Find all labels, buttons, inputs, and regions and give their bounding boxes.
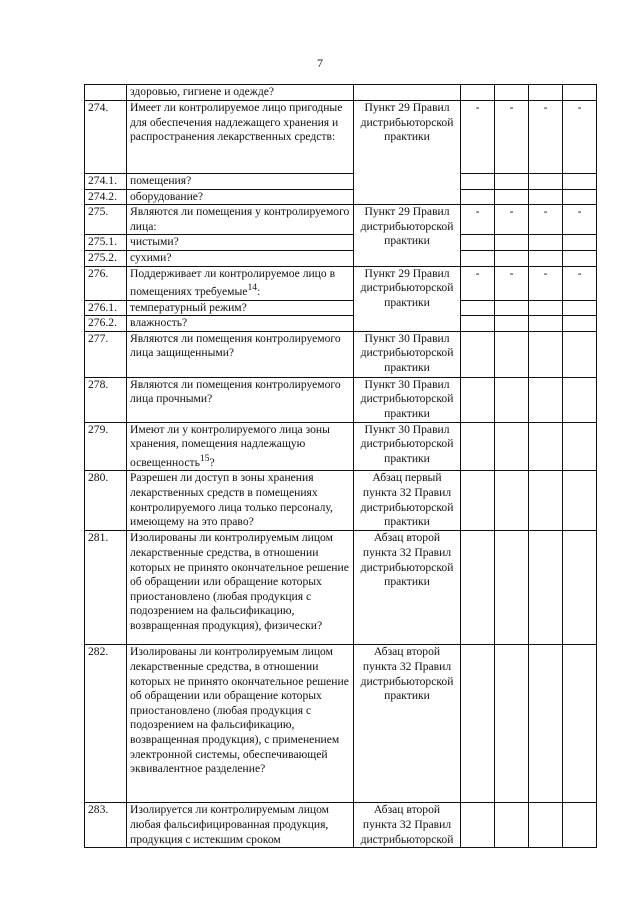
table-row [85,422,597,471]
legal-reference: Абзац второй пункта 32 Правил дистрибьюторской [354,803,461,848]
answer-cell [529,85,563,101]
answer-cell [461,645,495,803]
answer-cell [563,471,597,531]
question-text-main: Поддерживает ли контролируемое лицо в помещениях требуемые [130,266,336,299]
question-text: Изолированы ли контролируемым лицом лекарственные средства, в отношении которых не принято окончательное решение об обращении или обращение которых приостановлено (любая продукция с подозрением на фальсификацию, возвращенная продукция), физически? [127,531,354,645]
answer-cell: - [461,266,495,300]
answer-cell [563,377,597,422]
answer-cell: - [495,101,529,174]
answer-cell [563,803,597,848]
answer-cell [495,422,529,471]
answer-cell [495,471,529,531]
answer-cell [529,316,563,332]
answer-cell: - [563,205,597,235]
answer-cell [563,250,597,266]
row-number: 275.2. [85,250,127,266]
legal-reference: Абзац второй пункта 32 Правил дистрибьюторской практики [354,531,461,645]
answer-cell [461,235,495,251]
answer-cell [529,471,563,531]
answer-cell [461,531,495,645]
row-number: 279. [85,422,127,471]
row-number [85,85,127,101]
question-text: температурный режим? [127,300,354,316]
question-text: здоровью, гигиене и одежде? [127,85,354,101]
answer-cell: - [495,266,529,300]
answer-cell [563,531,597,645]
answer-cell [495,377,529,422]
question-text [127,422,354,471]
table-row [85,235,597,251]
answer-cell: - [563,266,597,300]
answer-cell [461,422,495,471]
answer-cell [461,471,495,531]
answer-cell [529,645,563,803]
table-row [85,803,597,848]
answer-cell [461,85,495,101]
question-text: Являются ли помещения контролируемого лица прочными? [127,377,354,422]
answer-cell [563,174,597,190]
table-row [85,531,597,645]
question-text: Имеет ли контролируемое лицо пригодные для обеспечения надлежащего хранения и распространения лекарственных средств: [127,101,354,174]
answer-cell [529,422,563,471]
row-number: 275. [85,205,127,235]
legal-reference: Пункт 30 Правил дистрибьюторской практики [354,331,461,377]
question-text: Являются ли помещения контролируемого лица защищенными? [127,331,354,377]
answer-cell [529,300,563,316]
table-row [85,101,597,174]
table-row [85,645,597,803]
answer-cell: - [563,101,597,174]
row-number: 276.1. [85,300,127,316]
answer-cell [529,189,563,205]
answer-cell [495,174,529,190]
answer-cell [461,803,495,848]
answer-cell [529,235,563,251]
answer-cell [563,189,597,205]
answer-cell [495,85,529,101]
question-text: Изолируется ли контролируемым лицом любая фальсифицированная продукция, продукция с истекшим сроком [127,803,354,848]
answer-cell [563,300,597,316]
legal-reference: Пункт 29 Правил дистрибьюторской практики [354,205,461,266]
question-text-end: ? [209,455,215,469]
answer-cell [529,174,563,190]
table-row [85,316,597,332]
answer-cell [461,250,495,266]
legal-reference: Пункт 30 Правил дистрибьюторской практики [354,422,461,471]
table-row [85,85,597,101]
answer-cell [461,189,495,205]
question-text: Являются ли помещения у контролируемого лица: [127,205,354,235]
row-number: 283. [85,803,127,848]
legal-reference: Абзац второй пункта 32 Правил дистрибьюторской практики [354,645,461,803]
answer-cell [529,531,563,645]
answer-cell: - [529,205,563,235]
row-number: 274.1. [85,174,127,190]
answer-cell [495,189,529,205]
answer-cell [529,331,563,377]
table-row [85,250,597,266]
table-row [85,300,597,316]
answer-cell [495,645,529,803]
page-number: 7 [317,56,323,70]
answer-cell: - [529,266,563,300]
answer-cell: - [529,101,563,174]
question-text: Разрешен ли доступ в зоны хранения лекарственных средств в помещениях контролируемого лица только персоналу, имеющему на это право? [127,471,354,531]
row-number: 274.2. [85,189,127,205]
table-row [85,331,597,377]
answer-cell [495,331,529,377]
question-text: чистыми? [127,235,354,251]
row-number: 274. [85,101,127,174]
answer-cell [495,250,529,266]
row-number: 276. [85,266,127,300]
answer-cell [495,235,529,251]
answer-cell [461,331,495,377]
legal-reference: Пункт 29 Правил дистрибьюторской практики [354,266,461,331]
question-text [127,266,354,300]
answer-cell [563,331,597,377]
answer-cell [529,250,563,266]
answer-cell: - [495,205,529,235]
question-text: влажность? [127,316,354,332]
answer-cell [529,377,563,422]
answer-cell [563,316,597,332]
answer-cell [495,803,529,848]
answer-cell [495,316,529,332]
answer-cell [563,422,597,471]
answer-cell [563,645,597,803]
footnote-ref: 14 [247,282,258,294]
row-number: 277. [85,331,127,377]
legal-reference: Абзац первый пункта 32 Правил дистрибьюторской практики [354,471,461,531]
legal-reference [354,85,461,101]
row-number: 282. [85,645,127,803]
legal-reference: Пункт 29 Правил дистрибьюторской практики [354,101,461,205]
row-number: 275.1. [85,235,127,251]
row-number: 276.2. [85,316,127,332]
answer-cell [461,316,495,332]
row-number: 280. [85,471,127,531]
table-row [85,174,597,190]
table-row [85,377,597,422]
checklist-table [84,84,597,848]
row-number: 281. [85,531,127,645]
answer-cell [461,300,495,316]
row-number: 278. [85,377,127,422]
table-row [85,205,597,235]
table-row [85,266,597,300]
legal-reference: Пункт 30 Правил дистрибьюторской практики [354,377,461,422]
question-text: сухими? [127,250,354,266]
question-text-end: : [257,285,261,299]
answer-cell [495,531,529,645]
answer-cell [563,85,597,101]
question-text: оборудование? [127,189,354,205]
question-text: Изолированы ли контролируемым лицом лекарственные средства, в отношении которых не принято окончательное решение об обращении или обращение которых приостановлено (любая продукция с подозрением на фальсификацию, возвращенная продукция), с применением электронной системы, обеспечивающей эквивалентное разделение? [127,645,354,803]
question-text-main: Имеют ли у контролируемого лица зоны хранения, помещения надлежащую освещенность [130,422,330,469]
answer-cell [461,174,495,190]
question-text: помещения? [127,174,354,190]
table-row [85,189,597,205]
footnote-ref: 15 [199,452,210,464]
table-row [85,471,597,531]
answer-cell [563,235,597,251]
answer-cell: - [461,205,495,235]
answer-cell [461,377,495,422]
answer-cell: - [461,101,495,174]
answer-cell [495,300,529,316]
answer-cell [529,803,563,848]
